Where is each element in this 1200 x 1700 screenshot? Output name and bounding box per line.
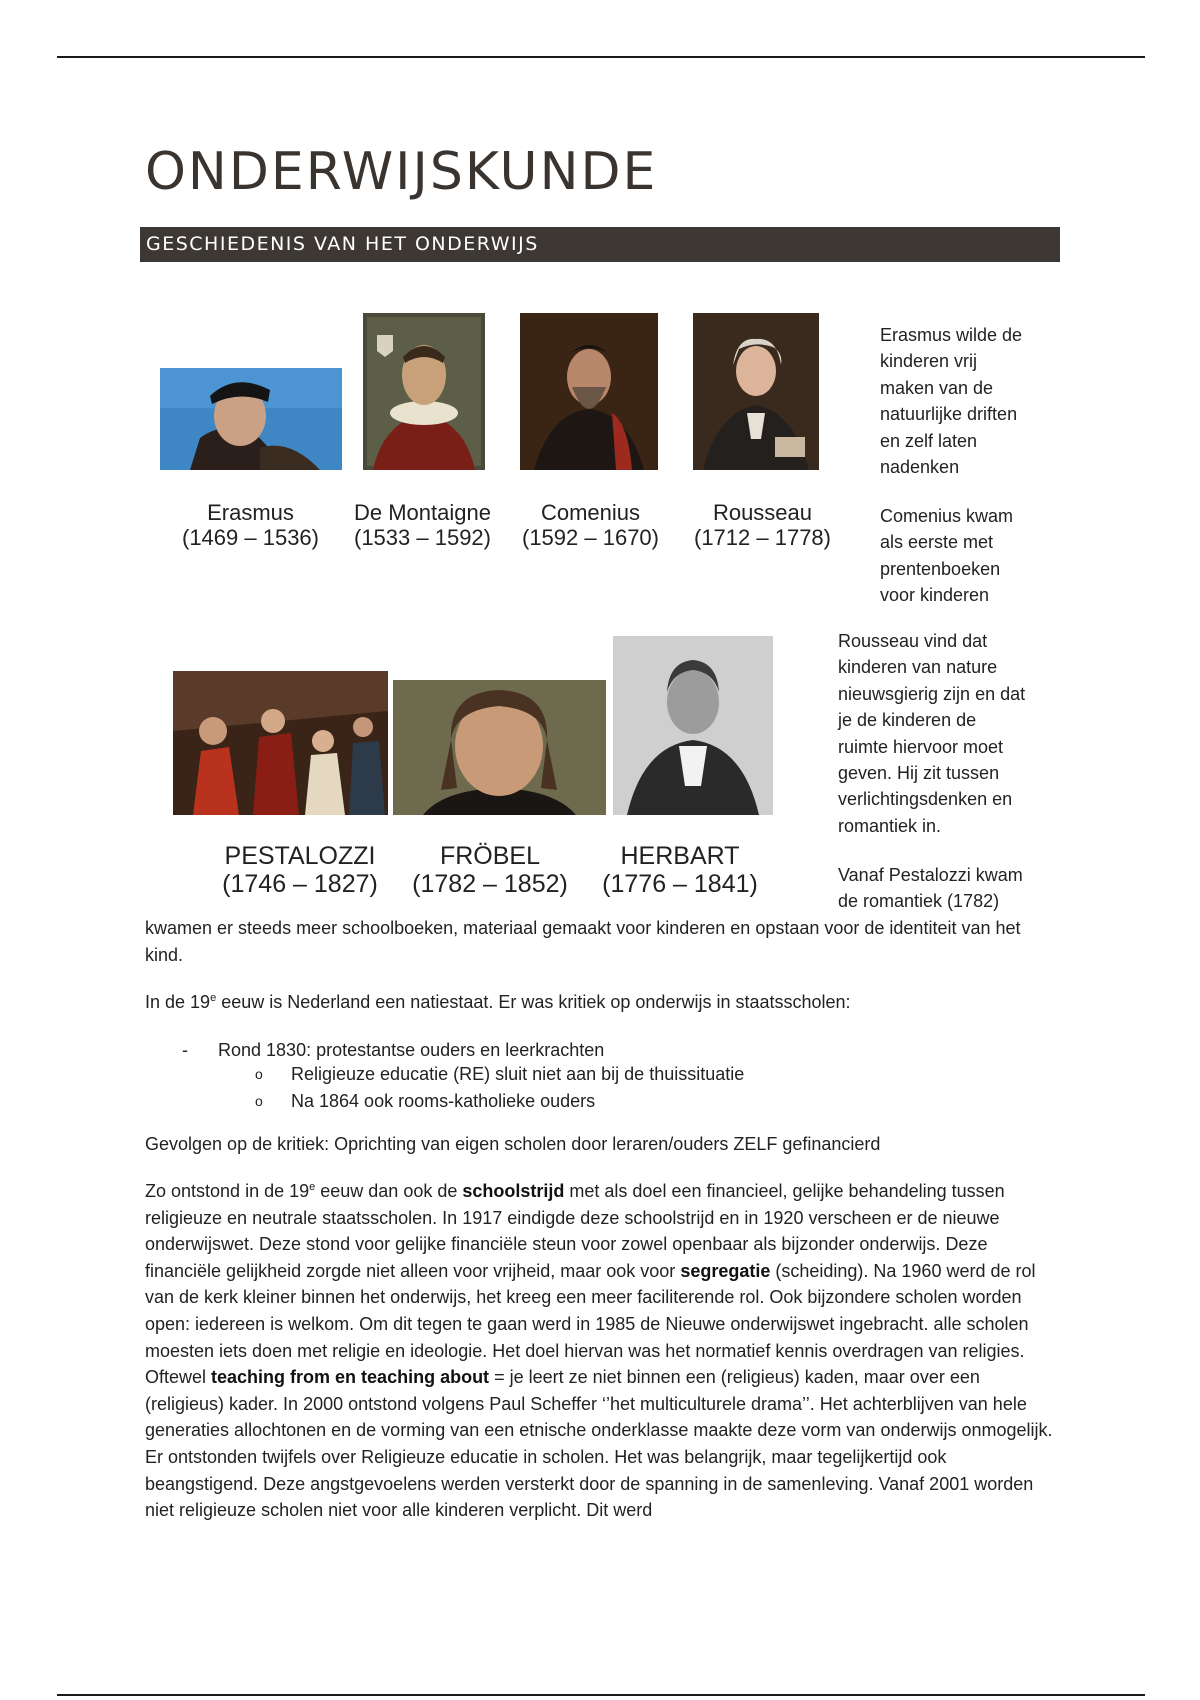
portrait-years: (1776 – 1841) bbox=[602, 870, 758, 898]
de-montaigne-portrait bbox=[363, 313, 485, 470]
portrait-years: (1712 – 1778) bbox=[694, 525, 831, 550]
portrait-name: Rousseau bbox=[712, 500, 813, 525]
note-line: Comenius kwam bbox=[880, 506, 1014, 526]
century-paragraph bbox=[145, 989, 1060, 1016]
note-line: Vanaf Pestalozzi kwam bbox=[838, 865, 1023, 885]
bold-term: segregatie bbox=[680, 1260, 771, 1281]
superscript: e bbox=[210, 992, 217, 1004]
note-line: prentenboeken bbox=[880, 558, 1001, 579]
portrait-years: (1746 – 1827) bbox=[222, 870, 378, 898]
text-span: In de 19 bbox=[145, 992, 211, 1012]
note-line: en zelf laten bbox=[880, 430, 978, 451]
comenius-portrait bbox=[520, 313, 658, 470]
note-line: natuurlijke driften bbox=[880, 404, 1018, 425]
bold-term: schoolstrijd bbox=[462, 1181, 565, 1201]
note-line: Erasmus wilde de bbox=[880, 325, 1023, 345]
superscript: e bbox=[309, 1181, 316, 1193]
circle-marker: o bbox=[255, 1093, 263, 1109]
portrait-name: FRÖBEL bbox=[439, 842, 541, 870]
rousseau-portrait bbox=[693, 313, 819, 470]
frobel-portrait bbox=[393, 680, 606, 815]
main-paragraph bbox=[145, 1178, 1060, 1524]
caption-comenius bbox=[508, 500, 673, 550]
note-line: romantiek in. bbox=[838, 815, 942, 836]
note-line: Rousseau vind dat bbox=[838, 631, 988, 651]
pestalozzi-painting bbox=[173, 671, 388, 815]
portrait-years: (1469 – 1536) bbox=[182, 525, 319, 550]
bottom-rule bbox=[57, 1694, 1145, 1696]
text-span: eeuw dan ook de bbox=[315, 1181, 463, 1201]
text-span: = je leert ze niet binnen een (religieus) kaden, maar over een (religieus) kader. In 2000 ontstond volgens Paul Scheffer ‘’het multiculturele drama’’. Het achterblijven van hele generaties allochtonen en de vorming van een etnische onderklasse maakte deze vorm van onderwijs onmogelijk. Er ontstonden twijfels over Religieuze educatie in scholen. Het was belangrijk, maar tegelijkertijd ook beangstigend. Deze angstgevoelens werden versterkt door de spanning in de samenleving. Vanaf 2001 worden niet religieuze scholen niet voor alle kinderen verplicht. Dit werd bbox=[145, 1367, 1053, 1521]
text-span: eeuw is Nederland een natiestaat. Er was kritiek op onderwijs in staatsscholen: bbox=[216, 992, 851, 1012]
bold-term: teaching from en teaching about bbox=[211, 1367, 490, 1388]
caption-rousseau bbox=[680, 500, 845, 550]
herbart-portrait bbox=[613, 636, 773, 815]
dash-marker: - bbox=[182, 1040, 188, 1060]
note-erasmus bbox=[880, 322, 1022, 480]
caption-herbart bbox=[585, 842, 775, 898]
portrait-name: HERBART bbox=[620, 842, 740, 870]
caption-de-montaigne bbox=[340, 500, 505, 550]
section-heading: GESCHIEDENIS VAN HET ONDERWIJS bbox=[140, 227, 1060, 262]
circle-marker: o bbox=[255, 1066, 263, 1082]
text-span: Zo ontstond in de 19 bbox=[145, 1181, 310, 1201]
list-item-text: Religieuze educatie (RE) sluit niet aan bij de thuissituatie bbox=[291, 1064, 745, 1084]
note-comenius bbox=[880, 503, 1013, 609]
continuation-paragraph: kwamen er steeds meer schoolboeken, materiaal gemaakt voor kinderen en opstaan voor de identiteit van het kind. bbox=[145, 918, 1021, 965]
note-line: ruimte hiervoor moet bbox=[838, 736, 1004, 757]
note-line: nieuwsgierig zijn en dat bbox=[838, 683, 1026, 704]
text-span: (scheiding). Na 1960 werd de rol van de kerk kleiner binnen het onderwijs, het kreeg een meer faciliterende rol. Ook bijzondere scholen worden open: iedereen is welkom. Om dit tegen te gaan werd in 1985 de Nieuwe onderwijswet ingebracht. alle scholen moesten iets doen met religie en ideologie. Het doel hiervan was het normatief kennis overdragen van religies. Oftewel bbox=[145, 1260, 1036, 1388]
note-line: voor kinderen bbox=[880, 585, 990, 606]
portrait-years: (1533 – 1592) bbox=[354, 525, 491, 550]
note-line: je de kinderen de bbox=[838, 710, 977, 731]
note-line: als eerste met bbox=[880, 532, 994, 553]
consequences-paragraph: Gevolgen op de kritiek: Oprichting van eigen scholen door leraren/ouders ZELF gefinancierd bbox=[145, 1134, 881, 1154]
note-rousseau bbox=[838, 628, 1025, 839]
portrait-years: (1592 – 1670) bbox=[522, 525, 659, 550]
caption-pestalozzi bbox=[205, 842, 395, 898]
note-pestalozzi bbox=[838, 862, 1023, 915]
note-line: geven. Hij zit tussen bbox=[838, 763, 1000, 784]
list-item-text: Na 1864 ook rooms-katholieke ouders bbox=[291, 1091, 596, 1111]
top-rule bbox=[57, 56, 1145, 58]
note-line: kinderen vrij bbox=[880, 351, 978, 372]
portrait-name: PESTALOZZI bbox=[224, 842, 376, 870]
note-line: de romantiek (1782) bbox=[838, 891, 1000, 912]
note-line: nadenken bbox=[880, 457, 960, 478]
document-title: ONDERWIJSKUNDE bbox=[145, 142, 658, 202]
portrait-years: (1782 – 1852) bbox=[412, 870, 568, 898]
list-item-text: Rond 1830: protestantse ouders en leerkrachten bbox=[218, 1040, 605, 1060]
text-span: met als doel een financieel, gelijke behandeling tussen religieuze en neutrale staatsscholen. In 1917 eindigde deze schoolstrijd en in 1920 verscheen er de nieuwe onderwijswet. Deze stond voor gelijke financiële steun voor zowel openbaar als bijzonder onderwijs. Deze financiële gelijkheid zorgde niet alleen voor vrijheid, maar ook voor bbox=[145, 1181, 1005, 1281]
note-line: kinderen van nature bbox=[838, 657, 998, 678]
portrait-name: De Montaigne bbox=[354, 500, 491, 525]
portrait-name: Comenius bbox=[540, 500, 641, 525]
note-line: maken van de bbox=[880, 377, 994, 398]
portrait-name: Erasmus bbox=[207, 500, 294, 525]
caption-erasmus bbox=[168, 500, 333, 550]
note-line: verlichtingsdenken en bbox=[838, 789, 1013, 810]
caption-frobel bbox=[395, 842, 585, 898]
erasmus-portrait bbox=[160, 368, 342, 470]
